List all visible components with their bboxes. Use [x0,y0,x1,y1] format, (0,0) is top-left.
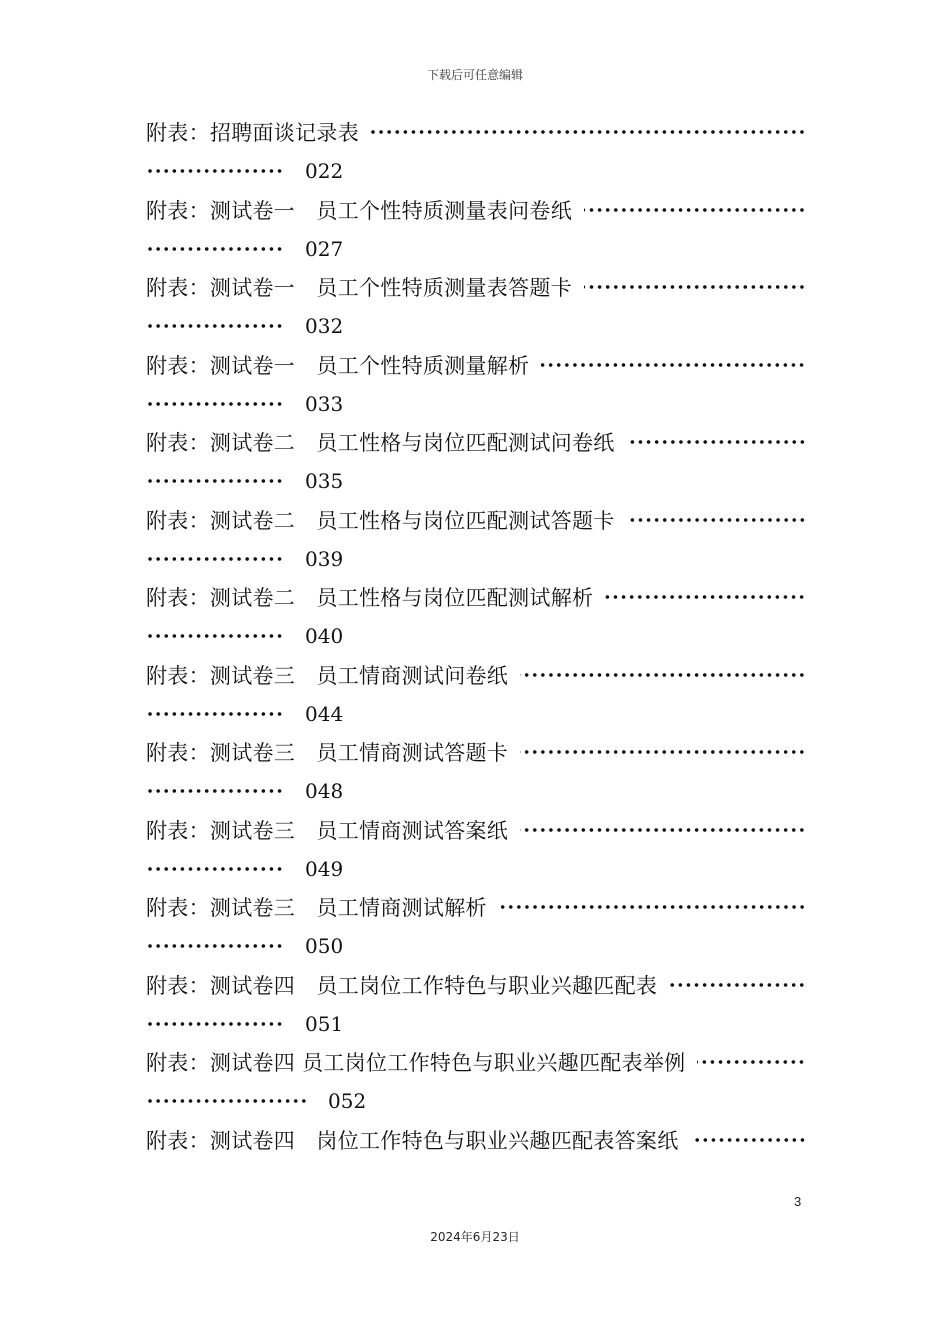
toc-title-line [146,267,806,307]
toc-entry[interactable] [146,732,806,810]
toc-entry[interactable] [146,965,806,1043]
toc-page-line [146,1082,366,1120]
toc-entry[interactable] [146,655,806,733]
toc-page-line [146,772,343,810]
toc-page-number: 049 [305,856,344,881]
toc-entry[interactable] [146,577,806,655]
toc-page-line [146,695,343,733]
toc-entry-title: 附表：测试卷二 员工性格与岗位匹配测试解析 [146,586,594,610]
dot-leader [146,772,283,810]
toc-title-line [146,965,806,1005]
toc-page-number: 032 [305,314,344,338]
dot-leader [146,1082,306,1120]
toc-entry-title: 附表：招聘面谈记录表 [146,121,359,145]
dot-leader [146,152,283,190]
dot-leader [146,540,283,578]
dot-leader [146,307,283,345]
dot-leader [627,500,806,540]
dot-leader [146,385,283,423]
toc-page-line [146,152,343,190]
toc-entry[interactable] [146,1120,806,1198]
dot-leader [146,927,283,965]
toc-page-number: 035 [305,469,344,493]
toc-entry-title: 附表：测试卷四 员工岗位工作特色与职业兴趣匹配表举例 [146,1051,686,1075]
toc-entry[interactable] [146,500,806,578]
toc-title-line [146,422,806,462]
toc-title-line [146,810,806,850]
toc-page-number: 027 [305,236,344,261]
toc-entry[interactable] [146,422,806,500]
toc-page-line [146,1005,343,1043]
toc-entry-title: 附表：测试卷四 员工岗位工作特色与职业兴趣匹配表 [146,973,658,998]
toc-page-number: 039 [305,546,344,571]
dot-leader [605,577,806,617]
page-header: 下载后可任意编辑 [426,68,523,82]
toc-page-line [146,230,343,268]
toc-page-line [146,462,343,500]
toc-page-number: 022 [305,159,344,183]
dot-leader [146,230,283,268]
page-footer-date: 2024年6月23日 [430,1230,520,1244]
toc-entry[interactable] [146,1042,806,1120]
toc-entry-title: 附表：测试卷一 员工个性特质测量解析 [146,353,530,378]
toc-page-line [146,307,343,345]
dot-leader [584,190,806,230]
toc-page-number: 052 [328,1089,367,1113]
dot-leader [669,965,806,1005]
toc-entry[interactable] [146,810,806,888]
toc-entry[interactable] [146,190,806,268]
dot-leader [146,850,283,888]
dot-leader [697,1042,806,1082]
dot-leader [520,732,806,772]
toc-title-line [146,500,806,540]
toc-title-line [146,1042,806,1082]
dot-leader [691,1120,807,1160]
toc-page-line [146,385,343,423]
dot-leader [146,462,283,500]
dot-leader [627,422,806,462]
toc-page-line [146,617,343,655]
dot-leader [520,655,806,695]
toc-title-line [146,1120,806,1160]
dot-leader [371,112,806,152]
toc-entry-title: 附表：测试卷二 员工性格与岗位匹配测试问卷纸 [146,431,615,455]
toc-entry-title: 附表：测试卷三 员工情商测试问卷纸 [146,663,509,688]
toc-entry[interactable] [146,887,806,965]
toc-entry-title: 附表：测试卷三 员工情商测试答案纸 [146,818,509,843]
toc-title-line [146,577,806,617]
page-number: 3 [794,1194,802,1209]
dot-leader [146,1005,283,1043]
toc-entry-title: 附表：测试卷四 岗位工作特色与职业兴趣匹配表答案纸 [146,1128,679,1153]
toc-title-line [146,655,806,695]
toc-title-line [146,190,806,230]
toc-page-line [146,540,343,578]
toc-page-number: 048 [305,779,344,803]
toc-entry-title: 附表：测试卷一 员工个性特质测量表答题卡 [146,276,572,300]
toc-title-line [146,112,806,152]
dot-leader [584,267,806,307]
dot-leader [146,695,283,733]
toc-page-line [146,927,343,965]
dot-leader [541,345,806,385]
toc-entry-title: 附表：测试卷三 员工情商测试答题卡 [146,741,509,765]
dot-leader [499,887,806,927]
toc-page-number: 050 [305,934,344,958]
dot-leader [520,810,806,850]
dot-leader [146,617,283,655]
toc-entry[interactable] [146,345,806,423]
toc-page-line [146,850,343,888]
toc-page-number: 033 [305,391,344,416]
toc-page-number: 051 [305,1011,344,1036]
toc-title-line [146,887,806,927]
toc-entry-title: 附表：测试卷二 员工性格与岗位匹配测试答题卡 [146,508,615,533]
toc-title-line [146,345,806,385]
toc-entry[interactable] [146,267,806,345]
toc-page-number: 044 [305,701,344,726]
toc-entry-title: 附表：测试卷一 员工个性特质测量表问卷纸 [146,198,572,223]
toc-title-line [146,732,806,772]
toc-page-number: 040 [305,624,344,648]
table-of-contents [146,112,806,1197]
toc-entry[interactable] [146,112,806,190]
toc-entry-title: 附表：测试卷三 员工情商测试解析 [146,896,487,920]
